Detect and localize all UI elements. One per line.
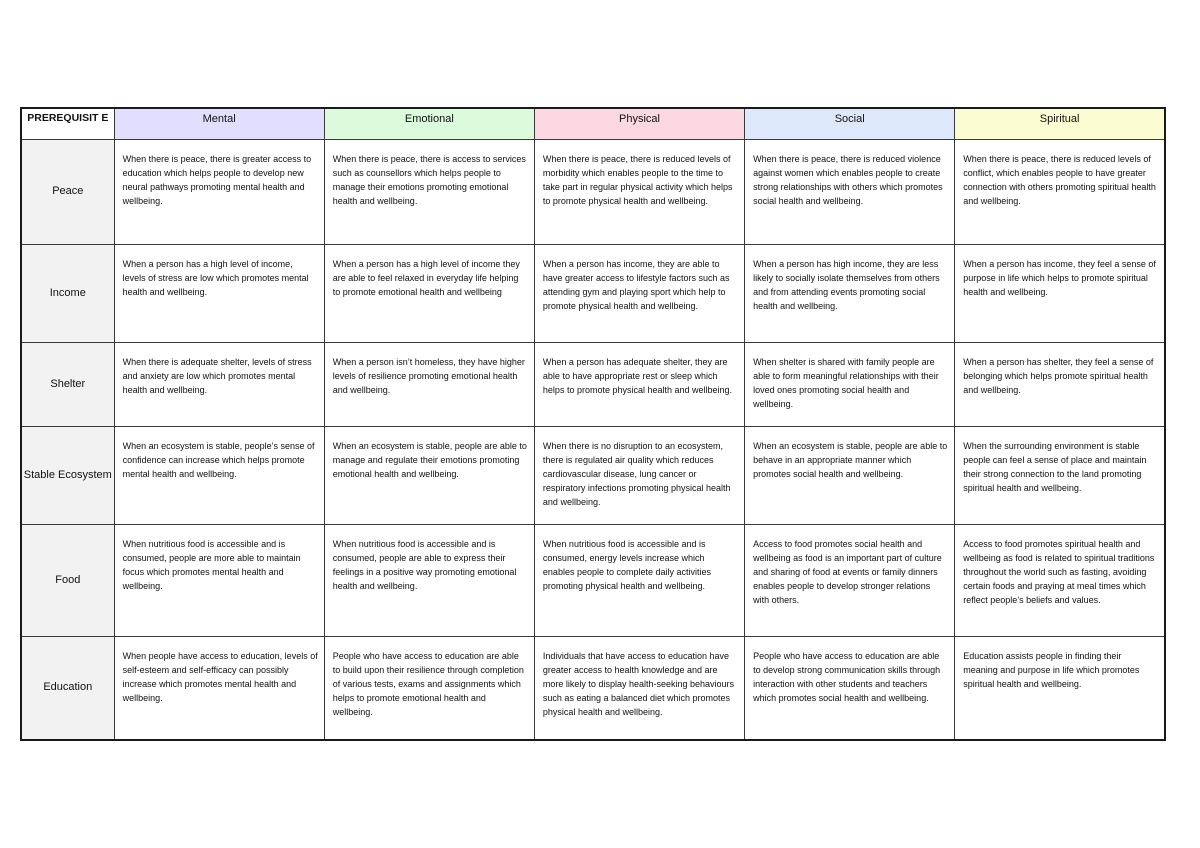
cell-shelter-emotional: When a person isn’t homeless, they have higher levels of resilience promoting emotional health and wellbeing.	[324, 342, 534, 426]
cell-education-social: People who have access to education are able to develop strong communication skills through interaction with other students and teachers which promotes social health and wellbeing.	[745, 636, 955, 740]
cell-peace-physical: When there is peace, there is reduced levels of morbidity which enables people to the time to take part in regular physical activity which helps to promote physical health and wellbeing.	[534, 139, 744, 244]
header-social: Social	[745, 108, 955, 139]
header-mental: Mental	[114, 108, 324, 139]
row-label-income: Income	[21, 244, 114, 342]
prerequisite-header: PREREQUISIT E	[21, 108, 114, 139]
row-stable-ecosystem	[21, 426, 1165, 524]
cell-shelter-spiritual: When a person has shelter, they feel a sense of belonging which helps promote spiritual health and wellbeing.	[955, 342, 1165, 426]
cell-ecosystem-mental: When an ecosystem is stable, people’s sense of confidence can increase which helps promote mental health and wellbeing.	[114, 426, 324, 524]
row-education	[21, 636, 1165, 740]
cell-education-spiritual: Education assists people in finding their meaning and purpose in life which promotes spiritual health and wellbeing.	[955, 636, 1165, 740]
header-row	[21, 108, 1165, 139]
cell-peace-social: When there is peace, there is reduced violence against women which enables people to create strong relationships with others which promotes social health and wellbeing.	[745, 139, 955, 244]
row-label-education: Education	[21, 636, 114, 740]
row-label-shelter: Shelter	[21, 342, 114, 426]
row-income	[21, 244, 1165, 342]
cell-food-physical: When nutritious food is accessible and is consumed, energy levels increase which enables people to complete daily activities promoting physical health and wellbeing.	[534, 524, 744, 636]
cell-ecosystem-social: When an ecosystem is stable, people are able to behave in an appropriate manner which promotes social health and wellbeing.	[745, 426, 955, 524]
cell-food-spiritual: Access to food promotes spiritual health and wellbeing as food is related to spiritual traditions throughout the world such as fasting, avoiding certain foods and praying at meal times which reflect people’s beliefs and values.	[955, 524, 1165, 636]
cell-food-social: Access to food promotes social health and wellbeing as food is an important part of culture and sharing of food at events or family dinners enables people to develop stronger relations with others.	[745, 524, 955, 636]
cell-ecosystem-physical: When there is no disruption to an ecosystem, there is regulated air quality which reduces cardiovascular disease, lung cancer or respiratory infections promoting physical health and wellbeing.	[534, 426, 744, 524]
cell-income-mental: When a person has a high level of income, levels of stress are low which promotes mental health and wellbeing.	[114, 244, 324, 342]
cell-income-physical: When a person has income, they are able to have greater access to lifestyle factors such as attending gym and playing sport which help to promote physical health and wellbeing.	[534, 244, 744, 342]
cell-peace-mental: When there is peace, there is greater access to education which helps people to develop new neural pathways promoting mental health and wellbeing.	[114, 139, 324, 244]
cell-peace-emotional: When there is peace, there is access to services such as counsellors which helps people to manage their emotions promoting emotional health and wellbeing.	[324, 139, 534, 244]
row-label-food: Food	[21, 524, 114, 636]
cell-shelter-mental: When there is adequate shelter, levels of stress and anxiety are low which promotes mental health and wellbeing.	[114, 342, 324, 426]
row-peace	[21, 139, 1165, 244]
row-food	[21, 524, 1165, 636]
cell-peace-spiritual: When there is peace, there is reduced levels of conflict, which enables people to have greater connection with others promoting spiritual health and wellbeing.	[955, 139, 1165, 244]
cell-shelter-social: When shelter is shared with family people are able to form meaningful relationships with their loved ones promoting social health and wellbeing.	[745, 342, 955, 426]
cell-food-emotional: When nutritious food is accessible and is consumed, people are able to express their feelings in a positive way promoting emotional health and wellbeing.	[324, 524, 534, 636]
cell-food-mental: When nutritious food is accessible and is consumed, people are more able to maintain focus which promotes mental health and wellbeing.	[114, 524, 324, 636]
cell-education-emotional: People who have access to education are able to build upon their resilience through completion of various tests, exams and assignments which helps to promote emotional health and wellbeing.	[324, 636, 534, 740]
prerequisites-wellbeing-table	[20, 107, 1166, 741]
cell-income-emotional: When a person has a high level of income they are able to feel relaxed in everyday life helping to promote emotional health and wellbeing	[324, 244, 534, 342]
cell-ecosystem-emotional: When an ecosystem is stable, people are able to manage and regulate their emotions promoting emotional health and wellbeing.	[324, 426, 534, 524]
row-shelter	[21, 342, 1165, 426]
cell-education-mental: When people have access to education, levels of self-esteem and self-efficacy can possibly increase which promotes mental health and wellbeing.	[114, 636, 324, 740]
cell-education-physical: Individuals that have access to education have greater access to health knowledge and are more likely to display health-seeking behaviours such as eating a balanced diet which promotes physical health and wellbeing.	[534, 636, 744, 740]
cell-income-spiritual: When a person has income, they feel a sense of purpose in life which helps to promote spiritual health and wellbeing.	[955, 244, 1165, 342]
row-label-peace: Peace	[21, 139, 114, 244]
cell-ecosystem-spiritual: When the surrounding environment is stable people can feel a sense of place and maintain their strong connection to the land promoting spiritual health and wellbeing.	[955, 426, 1165, 524]
header-physical: Physical	[534, 108, 744, 139]
row-label-stable-ecosystem: Stable Ecosystem	[21, 426, 114, 524]
cell-shelter-physical: When a person has adequate shelter, they are able to have appropriate rest or sleep which helps to promote physical health and wellbeing.	[534, 342, 744, 426]
header-spiritual: Spiritual	[955, 108, 1165, 139]
cell-income-social: When a person has high income, they are less likely to socially isolate themselves from others and from attending events promoting social health and wellbeing.	[745, 244, 955, 342]
header-emotional: Emotional	[324, 108, 534, 139]
